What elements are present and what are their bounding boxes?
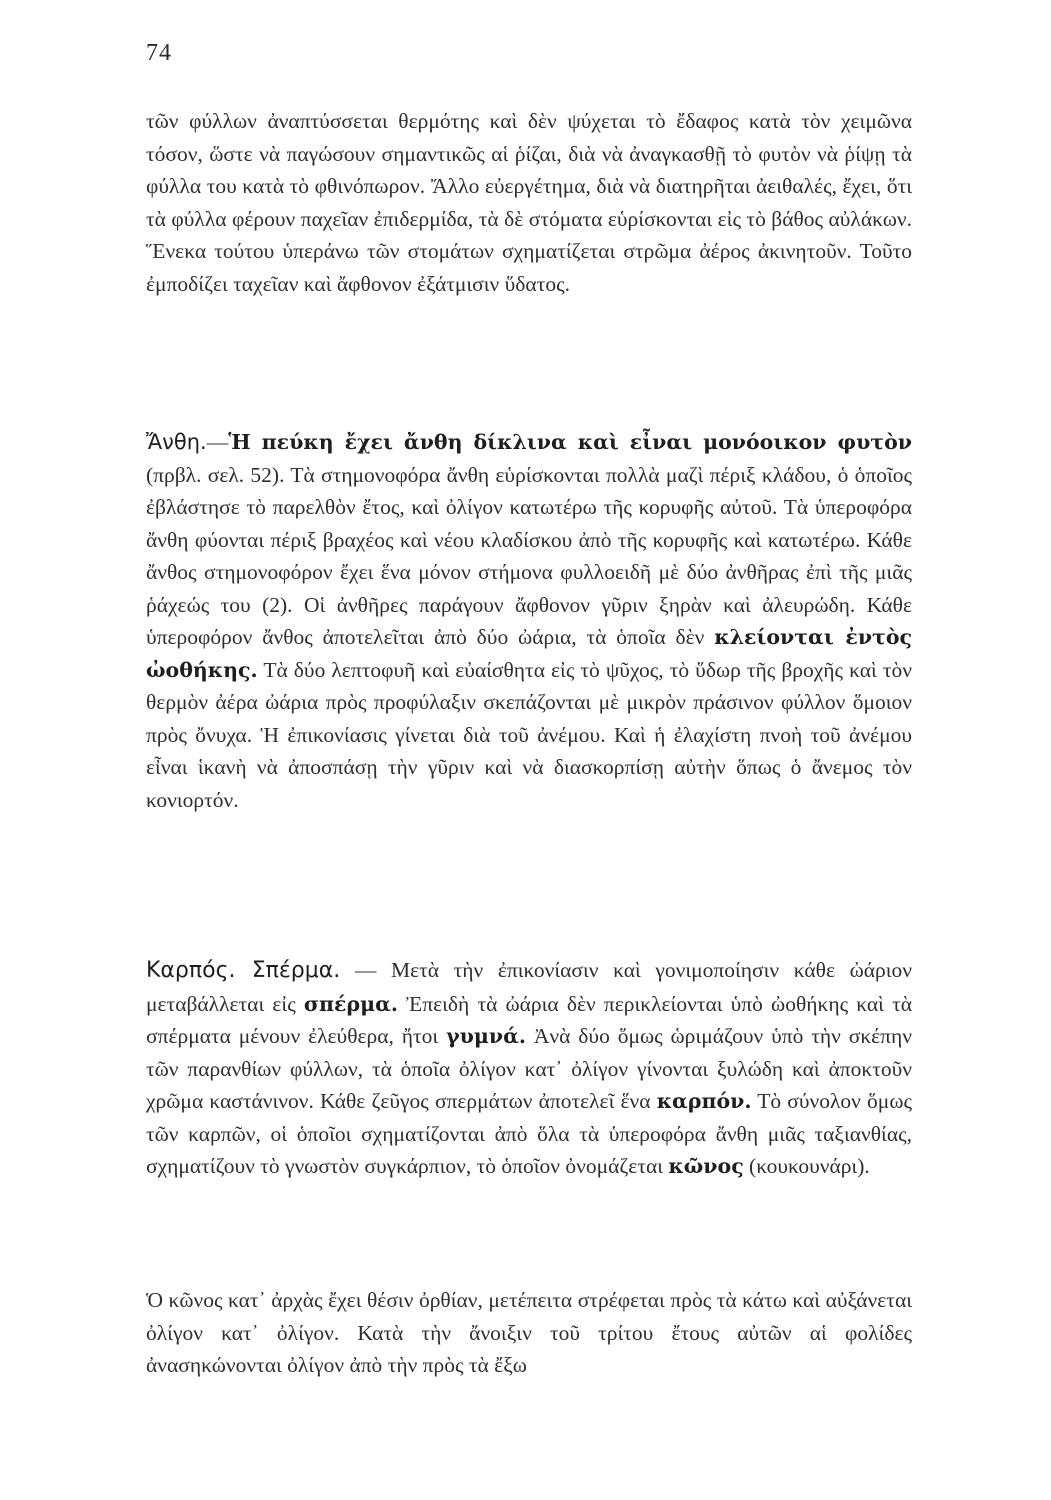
lead-dash: — — [206, 430, 229, 454]
fruit-text-1: Μετὰ τὴν ἐπικονίασιν καὶ γονιμοποίησιν κάθε ὠάριον μεταβάλλεται εἰς — [146, 958, 912, 1016]
paragraph-leaves: τῶν φύλλων ἀναπτύσσεται θερμότης καὶ δὲν ψύχεται τὸ ἔδαφος κατὰ τὸν χειμῶνα τόσον, ὥστε νὰ παγώσουν σημαντικῶς αἱ ῥίζαι, διὰ νὰ ἀναγκασθῇ τὸ φυτὸν νὰ ῥίψῃ τὰ φύλλα του κατὰ τὸ φθινόπωρον. Ἄλλο εὐεργέτημα, διὰ νὰ διατηρῆται ἀειθαλές, ἔχει, ὅτι τὰ φύλλα φέρουν παχεῖαν ἐπιδερμίδα, τὰ δὲ στόματα εὑρίσκονται εἰς τὸ βάθος αὐλάκων. Ἕνεκα τούτου ὑπεράνω τῶν στομάτων σχηματίζεται στρῶμα ἀέρος ἀκινητοῦν. Τοῦτο ἐμποδίζει ταχεῖαν καὶ ἄφθονον ἐξάτμισιν ὕδατος. — [146, 109, 912, 296]
bold-phrase-monoecious: Ἡ πεύκη ἔχει ἄνθη δίκλινα καὶ εἶναι μονόοικον φυτὸν — [228, 430, 912, 454]
page-number: 74 — [146, 40, 172, 66]
fruit-text-5: (κουκουνάρι). — [743, 1154, 870, 1178]
fruit-text-2: Ἐπειδὴ τὰ ὠάρια δὲν περικλείονται ὑπὸ ὠοθήκης καὶ τὰ σπέρματα μένουν ἐλεύθερα, ἤτοι — [146, 991, 912, 1048]
paragraph-flowers — [146, 426, 912, 816]
bold-term-cone: κῶνος — [668, 1154, 744, 1178]
bold-term-naked: γυμνά. — [446, 1024, 526, 1048]
lead-dash: — — [340, 958, 391, 982]
section-lead-fruit: Καρπός. Σπέρμα. — [146, 958, 341, 983]
fruit-text-4: Τὸ σύνολον ὅμως τῶν καρπῶν, οἱ ὁποῖοι σχηματίζονται ἀπὸ ὅλα τὰ ὑπεροφόρα ἄνθη μιᾶς ταξιανθίας, σχηματίζουν τὸ γνωστὸν συγκάρπιον, τὸ ὁποῖον ὀνομάζεται — [146, 1089, 912, 1178]
flowers-text-2: Τὰ δύο λεπτοφυῆ καὶ εὐαίσθητα εἰς τὸ ψῦχος, τὸ ὕδωρ τῆς βροχῆς καὶ τὸν θερμὸν ἀέρα ὠάρια πρὸς προφύλαξιν σκεπάζονται μὲ μικρὸν πράσινον φύλλον ὅμοιον πρὸς ὄνυχα. Ἡ ἐπικονίασις γίνεται διὰ τοῦ ἀνέμου. Καὶ ἡ ἐλαχίστη πνοὴ τοῦ ἀνέμου εἶναι ἱκανὴ νὰ ἀποσπάσῃ τὴν γῦριν καὶ νὰ διασκορπίσῃ αὐτὴν ὅπως ὁ ἄνεμος τὸν κονιορτόν. — [146, 657, 912, 812]
bold-term-fruit: καρπόν. — [656, 1089, 752, 1113]
paragraph-fruit-seed — [146, 954, 912, 1183]
bold-term-seed: σπέρμα. — [303, 991, 399, 1016]
section-lead-flowers: Ἄνθη. — [146, 430, 207, 454]
paragraph-cone: Ὁ κῶνος κατ᾽ ἀρχὰς ἔχει θέσιν ὀρθίαν, μετέπειτα στρέφεται πρὸς τὰ κάτω καὶ αὐξάνεται ὀλίγον κατ᾽ ὀλίγον. Κατὰ τὴν ἄνοιξιν τοῦ τρίτου ἔτους αὐτῶν αἱ φολίδες ἀνασηκώνονται ὀλίγον ἀπὸ τὴν πρὸς τὰ ἔξω — [146, 1288, 912, 1377]
flowers-text-1: (πρβλ. σελ. 52). Τὰ στημονοφόρα ἄνθη εὑρίσκονται πολλὰ μαζὶ πέριξ κλάδου, ὁ ὁποῖος ἐβλάστησε τὸ παρελθὸν ἔτος, καὶ ὀλίγον κατωτέρω τῆς κορυφῆς αὐτοῦ. Τὰ ὑπεροφόρα ἄνθη φύονται πέριξ βραχέος καὶ νέου κλαδίσκου ἀπὸ τῆς κορυφῆς καὶ κατωτέρω. Κάθε ἄνθος στημονοφόρον ἔχει ἕνα μόνον στήμονα φυλλοειδῆ μὲ δύο ἀνθῆρας ἐπὶ τῆς μιᾶς ῥάχεώς του (2). Οἱ ἀνθῆρες παράγουν ἄφθονον γῦριν ξηρὰν καὶ ἀλευρώδη. Κάθε ὑπεροφόρον ἄνθος ἀποτελεῖται ἀπὸ δύο ὠάρια, τὰ ὁποῖα δὲν — [146, 462, 912, 649]
fruit-text-3: Ἀνὰ δύο ὅμως ὡριμάζουν ὑπὸ τὴν σκέπην τῶν παρανθίων φύλλων, τὰ ὁποῖα ὀλίγον κατ᾽ ὀλίγον γίνονται ξυλώδη καὶ ἀποκτοῦν χρῶμα καστάνινον. Κάθε ζεῦγος σπερμάτων ἀποτελεῖ ἕνα — [146, 1024, 912, 1113]
bold-phrase-ovary: κλείονται ἐντὸς ὠοθήκης. — [146, 625, 913, 682]
